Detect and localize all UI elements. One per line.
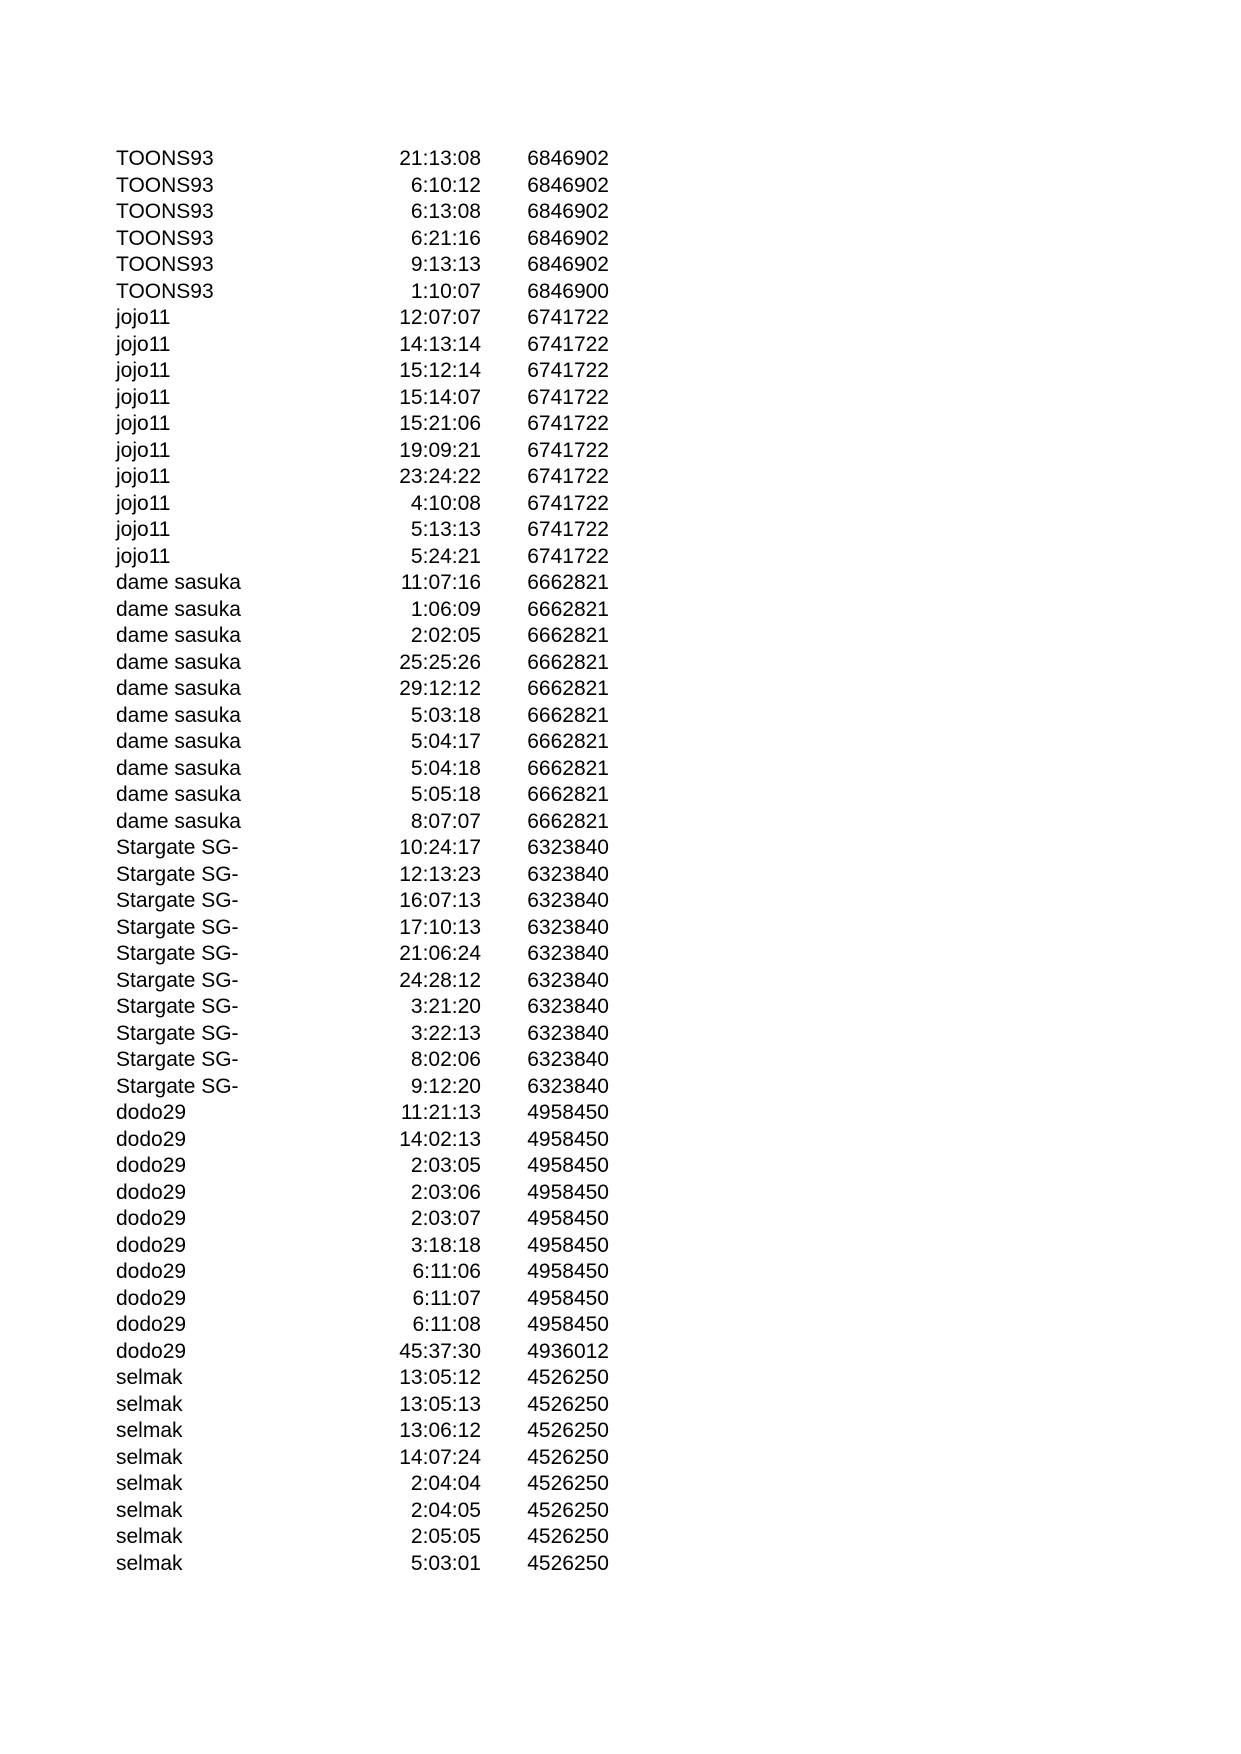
row-name-cell: TOONS93 xyxy=(116,147,214,170)
row-id-cell: 4958450 xyxy=(527,1233,609,1257)
row-name-cell: dame sasuka xyxy=(116,783,241,806)
row-name-cell: selmak xyxy=(116,1551,183,1575)
row-id-cell: 6323840 xyxy=(527,942,609,965)
table-row xyxy=(116,1233,609,1260)
row-name-cell: dame sasuka xyxy=(116,624,241,647)
row-name-cell: jojo11 xyxy=(116,491,171,515)
row-name-cell: dodo29 xyxy=(116,1233,187,1257)
row-time-cell: 14:02:13 xyxy=(399,1127,481,1151)
table-row xyxy=(116,809,609,836)
row-id-cell: 6323840 xyxy=(527,968,609,992)
row-name-cell: dame sasuka xyxy=(116,597,241,621)
row-name-cell: selmak xyxy=(116,1498,183,1522)
row-time-cell: 6:11:06 xyxy=(412,1260,481,1283)
table-row xyxy=(116,1100,609,1127)
table-row xyxy=(116,623,609,650)
row-name-cell: jojo11 xyxy=(116,332,171,356)
row-id-cell: 4958450 xyxy=(527,1154,609,1177)
row-name-cell: dame sasuka xyxy=(116,809,241,833)
data-table xyxy=(116,146,609,1577)
row-time-cell: 5:03:18 xyxy=(410,703,481,727)
row-id-cell: 4958450 xyxy=(527,1101,609,1124)
row-time-cell: 5:04:18 xyxy=(410,756,481,780)
row-id-cell: 6323840 xyxy=(527,995,609,1018)
row-id-cell: 6323840 xyxy=(527,836,609,859)
row-time-cell: 29:12:12 xyxy=(399,677,481,700)
row-name-cell: dodo29 xyxy=(116,1313,187,1336)
row-name-cell: dodo29 xyxy=(116,1339,187,1363)
row-time-cell: 25:25:26 xyxy=(399,650,481,674)
table-row xyxy=(116,1524,609,1551)
row-time-cell: 1:10:07 xyxy=(410,279,481,303)
table-row xyxy=(116,915,609,942)
row-name-cell: dodo29 xyxy=(116,1207,187,1230)
row-time-cell: 2:04:04 xyxy=(410,1472,481,1495)
row-name-cell: Stargate SG- xyxy=(116,889,239,912)
row-time-cell: 6:21:16 xyxy=(410,226,481,250)
row-id-cell: 6741722 xyxy=(527,412,609,435)
row-time-cell: 15:12:14 xyxy=(399,359,481,382)
table-row xyxy=(116,1551,609,1578)
row-id-cell: 6662821 xyxy=(527,783,609,806)
row-id-cell: 4958450 xyxy=(527,1207,609,1230)
row-name-cell: Stargate SG- xyxy=(116,915,239,939)
row-time-cell: 21:13:08 xyxy=(399,147,481,170)
table-row xyxy=(116,650,609,677)
row-time-cell: 3:21:20 xyxy=(410,995,481,1018)
table-row xyxy=(116,385,609,412)
row-id-cell: 4526250 xyxy=(527,1498,609,1522)
table-row xyxy=(116,146,609,173)
table-row xyxy=(116,279,609,306)
row-time-cell: 14:13:14 xyxy=(399,332,481,356)
row-time-cell: 9:13:13 xyxy=(410,253,481,276)
table-row xyxy=(116,1021,609,1048)
table-row xyxy=(116,1286,609,1313)
table-row xyxy=(116,1259,609,1286)
row-id-cell: 4526250 xyxy=(527,1445,609,1469)
row-name-cell: selmak xyxy=(116,1392,183,1416)
table-row xyxy=(116,1392,609,1419)
row-name-cell: jojo11 xyxy=(116,438,171,462)
table-row xyxy=(116,1206,609,1233)
row-id-cell: 6662821 xyxy=(527,624,609,647)
row-time-cell: 8:07:07 xyxy=(410,809,481,833)
table-row xyxy=(116,252,609,279)
row-time-cell: 13:06:12 xyxy=(399,1419,481,1442)
row-id-cell: 4526250 xyxy=(527,1419,609,1442)
row-name-cell: Stargate SG- xyxy=(116,968,239,992)
table-row xyxy=(116,1047,609,1074)
row-time-cell: 15:21:06 xyxy=(399,412,481,435)
row-id-cell: 6846902 xyxy=(527,253,609,276)
row-name-cell: Stargate SG- xyxy=(116,1048,239,1071)
row-time-cell: 4:10:08 xyxy=(410,491,481,515)
row-name-cell: dodo29 xyxy=(116,1286,187,1310)
row-id-cell: 6846902 xyxy=(527,173,609,197)
row-time-cell: 5:05:18 xyxy=(410,783,481,806)
table-row xyxy=(116,358,609,385)
row-id-cell: 6323840 xyxy=(527,1074,609,1098)
row-time-cell: 11:21:13 xyxy=(400,1101,481,1124)
row-id-cell: 6662821 xyxy=(527,571,609,594)
row-name-cell: dodo29 xyxy=(116,1127,187,1151)
row-id-cell: 6741722 xyxy=(527,385,609,409)
row-name-cell: dame sasuka xyxy=(116,571,241,594)
row-name-cell: TOONS93 xyxy=(116,253,214,276)
row-time-cell: 5:04:17 xyxy=(410,730,481,753)
row-id-cell: 4526250 xyxy=(527,1525,609,1548)
row-id-cell: 6846902 xyxy=(527,226,609,250)
row-name-cell: dame sasuka xyxy=(116,677,241,700)
row-time-cell: 2:04:05 xyxy=(410,1498,481,1522)
row-time-cell: 2:05:05 xyxy=(410,1525,481,1548)
row-id-cell: 6741722 xyxy=(527,438,609,462)
row-id-cell: 6323840 xyxy=(527,915,609,939)
table-row xyxy=(116,597,609,624)
row-id-cell: 4958450 xyxy=(527,1127,609,1151)
row-name-cell: selmak xyxy=(116,1419,183,1442)
row-time-cell: 2:02:05 xyxy=(410,624,481,647)
row-time-cell: 12:07:07 xyxy=(399,306,481,329)
row-id-cell: 4958450 xyxy=(527,1180,609,1204)
row-time-cell: 6:11:07 xyxy=(412,1286,481,1310)
row-id-cell: 4526250 xyxy=(527,1472,609,1495)
row-id-cell: 6662821 xyxy=(527,650,609,674)
table-row xyxy=(116,305,609,332)
row-id-cell: 6323840 xyxy=(527,862,609,886)
table-row xyxy=(116,756,609,783)
table-row xyxy=(116,438,609,465)
row-time-cell: 2:03:07 xyxy=(410,1207,481,1230)
row-id-cell: 4958450 xyxy=(527,1313,609,1336)
row-time-cell: 3:18:18 xyxy=(410,1233,481,1257)
row-name-cell: dodo29 xyxy=(116,1180,187,1204)
row-id-cell: 6741722 xyxy=(527,332,609,356)
table-row xyxy=(116,173,609,200)
row-time-cell: 3:22:13 xyxy=(410,1021,481,1045)
table-row xyxy=(116,941,609,968)
table-row xyxy=(116,835,609,862)
row-time-cell: 6:11:08 xyxy=(412,1313,481,1336)
table-row xyxy=(116,570,609,597)
row-id-cell: 6323840 xyxy=(527,1048,609,1071)
row-time-cell: 5:13:13 xyxy=(410,518,481,541)
table-row xyxy=(116,1445,609,1472)
row-time-cell: 10:24:17 xyxy=(399,836,481,859)
row-id-cell: 4958450 xyxy=(527,1260,609,1283)
table-row xyxy=(116,994,609,1021)
row-id-cell: 6741722 xyxy=(527,491,609,515)
row-id-cell: 6741722 xyxy=(527,544,609,568)
row-name-cell: TOONS93 xyxy=(116,173,214,197)
table-row xyxy=(116,226,609,253)
row-id-cell: 6741722 xyxy=(527,465,609,488)
row-time-cell: 19:09:21 xyxy=(399,438,481,462)
row-time-cell: 21:06:24 xyxy=(399,942,481,965)
row-time-cell: 13:05:13 xyxy=(399,1392,481,1416)
table-row xyxy=(116,544,609,571)
row-name-cell: jojo11 xyxy=(116,359,171,382)
row-id-cell: 4526250 xyxy=(527,1551,609,1575)
row-id-cell: 6846902 xyxy=(527,147,609,170)
row-name-cell: TOONS93 xyxy=(116,226,214,250)
row-name-cell: TOONS93 xyxy=(116,200,214,223)
table-row xyxy=(116,888,609,915)
row-time-cell: 17:10:13 xyxy=(399,915,481,939)
row-name-cell: selmak xyxy=(116,1445,183,1469)
row-id-cell: 4958450 xyxy=(527,1286,609,1310)
table-row xyxy=(116,1339,609,1366)
table-row xyxy=(116,464,609,491)
row-name-cell: jojo11 xyxy=(116,412,171,435)
row-time-cell: 13:05:12 xyxy=(399,1366,481,1389)
table-row xyxy=(116,491,609,518)
table-row xyxy=(116,517,609,544)
row-time-cell: 5:24:21 xyxy=(410,544,481,568)
row-time-cell: 23:24:22 xyxy=(399,465,481,488)
row-name-cell: dame sasuka xyxy=(116,703,241,727)
table-row xyxy=(116,968,609,995)
row-time-cell: 45:37:30 xyxy=(399,1339,481,1363)
table-row xyxy=(116,782,609,809)
row-name-cell: Stargate SG- xyxy=(116,942,239,965)
row-time-cell: 16:07:13 xyxy=(399,889,481,912)
row-id-cell: 4526250 xyxy=(527,1392,609,1416)
row-name-cell: selmak xyxy=(116,1472,183,1495)
row-name-cell: dame sasuka xyxy=(116,756,241,780)
table-row xyxy=(116,1180,609,1207)
row-name-cell: jojo11 xyxy=(116,544,171,568)
table-row xyxy=(116,332,609,359)
row-time-cell: 9:12:20 xyxy=(410,1074,481,1098)
row-id-cell: 6846900 xyxy=(527,279,609,303)
row-id-cell: 6662821 xyxy=(527,756,609,780)
row-name-cell: Stargate SG- xyxy=(116,836,239,859)
row-time-cell: 1:06:09 xyxy=(410,597,481,621)
row-name-cell: Stargate SG- xyxy=(116,995,239,1018)
row-id-cell: 6741722 xyxy=(527,518,609,541)
row-name-cell: dodo29 xyxy=(116,1260,187,1283)
row-id-cell: 6662821 xyxy=(527,809,609,833)
row-id-cell: 4936012 xyxy=(527,1339,609,1363)
row-name-cell: selmak xyxy=(116,1525,183,1548)
table-row xyxy=(116,199,609,226)
row-name-cell: dodo29 xyxy=(116,1101,187,1124)
row-time-cell: 6:13:08 xyxy=(410,200,481,223)
table-row xyxy=(116,1498,609,1525)
row-id-cell: 6323840 xyxy=(527,1021,609,1045)
row-time-cell: 2:03:05 xyxy=(410,1154,481,1177)
row-time-cell: 11:07:16 xyxy=(400,571,481,594)
table-row xyxy=(116,676,609,703)
table-row xyxy=(116,703,609,730)
row-id-cell: 6662821 xyxy=(527,730,609,753)
row-id-cell: 6846902 xyxy=(527,200,609,223)
row-name-cell: Stargate SG- xyxy=(116,1021,239,1045)
table-row xyxy=(116,1074,609,1101)
row-name-cell: dodo29 xyxy=(116,1154,187,1177)
row-id-cell: 6741722 xyxy=(527,306,609,329)
row-name-cell: jojo11 xyxy=(116,465,171,488)
row-id-cell: 6741722 xyxy=(527,359,609,382)
table-row xyxy=(116,1312,609,1339)
row-id-cell: 6662821 xyxy=(527,597,609,621)
table-row xyxy=(116,1471,609,1498)
row-name-cell: selmak xyxy=(116,1366,183,1389)
table-row xyxy=(116,1365,609,1392)
row-id-cell: 6662821 xyxy=(527,703,609,727)
row-time-cell: 12:13:23 xyxy=(399,862,481,886)
table-row xyxy=(116,1418,609,1445)
row-id-cell: 6662821 xyxy=(527,677,609,700)
row-name-cell: TOONS93 xyxy=(116,279,214,303)
row-name-cell: dame sasuka xyxy=(116,650,241,674)
table-row xyxy=(116,1127,609,1154)
row-id-cell: 4526250 xyxy=(527,1366,609,1389)
row-name-cell: Stargate SG- xyxy=(116,1074,239,1098)
row-name-cell: dame sasuka xyxy=(116,730,241,753)
row-time-cell: 15:14:07 xyxy=(399,385,481,409)
table-row xyxy=(116,411,609,438)
row-time-cell: 14:07:24 xyxy=(399,1445,481,1469)
row-name-cell: jojo11 xyxy=(116,385,171,409)
row-name-cell: jojo11 xyxy=(116,306,171,329)
row-time-cell: 8:02:06 xyxy=(410,1048,481,1071)
table-row xyxy=(116,1153,609,1180)
row-name-cell: jojo11 xyxy=(116,518,171,541)
table-row xyxy=(116,729,609,756)
row-time-cell: 6:10:12 xyxy=(410,173,481,197)
row-id-cell: 6323840 xyxy=(527,889,609,912)
row-time-cell: 24:28:12 xyxy=(399,968,481,992)
row-time-cell: 2:03:06 xyxy=(410,1180,481,1204)
row-time-cell: 5:03:01 xyxy=(410,1551,481,1575)
row-name-cell: Stargate SG- xyxy=(116,862,239,886)
table-row xyxy=(116,862,609,889)
